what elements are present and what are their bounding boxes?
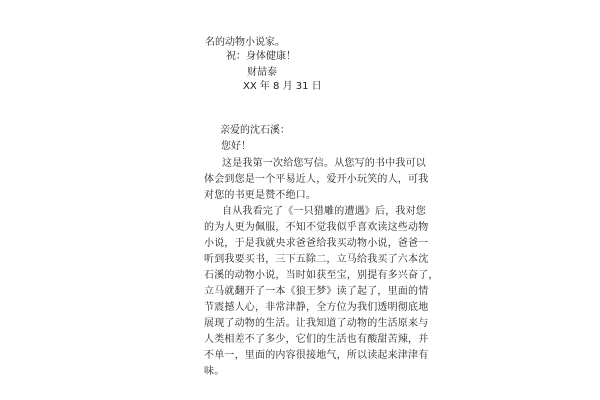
closing-wish: 祝：身体健康！ — [226, 51, 296, 62]
paragraph-2-line: 自从我看完了《一只猎雕的遭遇》后，我对您 — [222, 206, 426, 217]
paragraph-2-line: 不单一，里面的内容很接地气，所以读起来津津有 — [204, 350, 429, 361]
paragraph-2-line: 小说，于是我就央求爸爸给我买动物小说，爸爸一 — [204, 238, 429, 249]
paragraph-2-line: 人类相差不了多少，它们的生活也有酸甜苦辣，并 — [204, 334, 429, 345]
paragraph-1-line: 体会到您是一个平易近人，爱开小玩笑的人，可我 — [204, 174, 429, 185]
paragraph-2-line: 节震撼人心，非常津静，全方位为我们透明彻底地 — [204, 302, 429, 313]
paragraph-2-line: 石溪的动物小说，当时如获至宝，别提有多兴奋了， — [204, 270, 439, 281]
signature: 财喆泰 — [247, 67, 277, 78]
paragraph-2-line: 展现了动物的生活。让我知道了动物的生活原来与 — [204, 318, 429, 329]
paragraph-2-line: 味。 — [204, 366, 225, 377]
paragraph-1-line: 对您的书更是赞不绝口。 — [204, 190, 317, 201]
letter-date: XX 年 8 月 31 日 — [243, 81, 322, 92]
salutation: 亲爱的沈石溪： — [220, 125, 290, 136]
paragraph-2-line: 听到我要买书，三下五除二，立马给我买了六本沈 — [204, 254, 429, 265]
paragraph-2-line: 的为人更为佩服，不知不觉我似乎喜欢读这些动物 — [204, 222, 429, 233]
paragraph-2-line: 立马就翻开了一本《狼王梦》读了起了，里面的情 — [204, 286, 429, 297]
greeting: 您好！ — [221, 141, 251, 152]
previous-letter-tail: 名的动物小说家。 — [205, 37, 285, 48]
paragraph-1-line: 这是我第一次给您写信。从您写的书中我可以 — [222, 158, 426, 169]
